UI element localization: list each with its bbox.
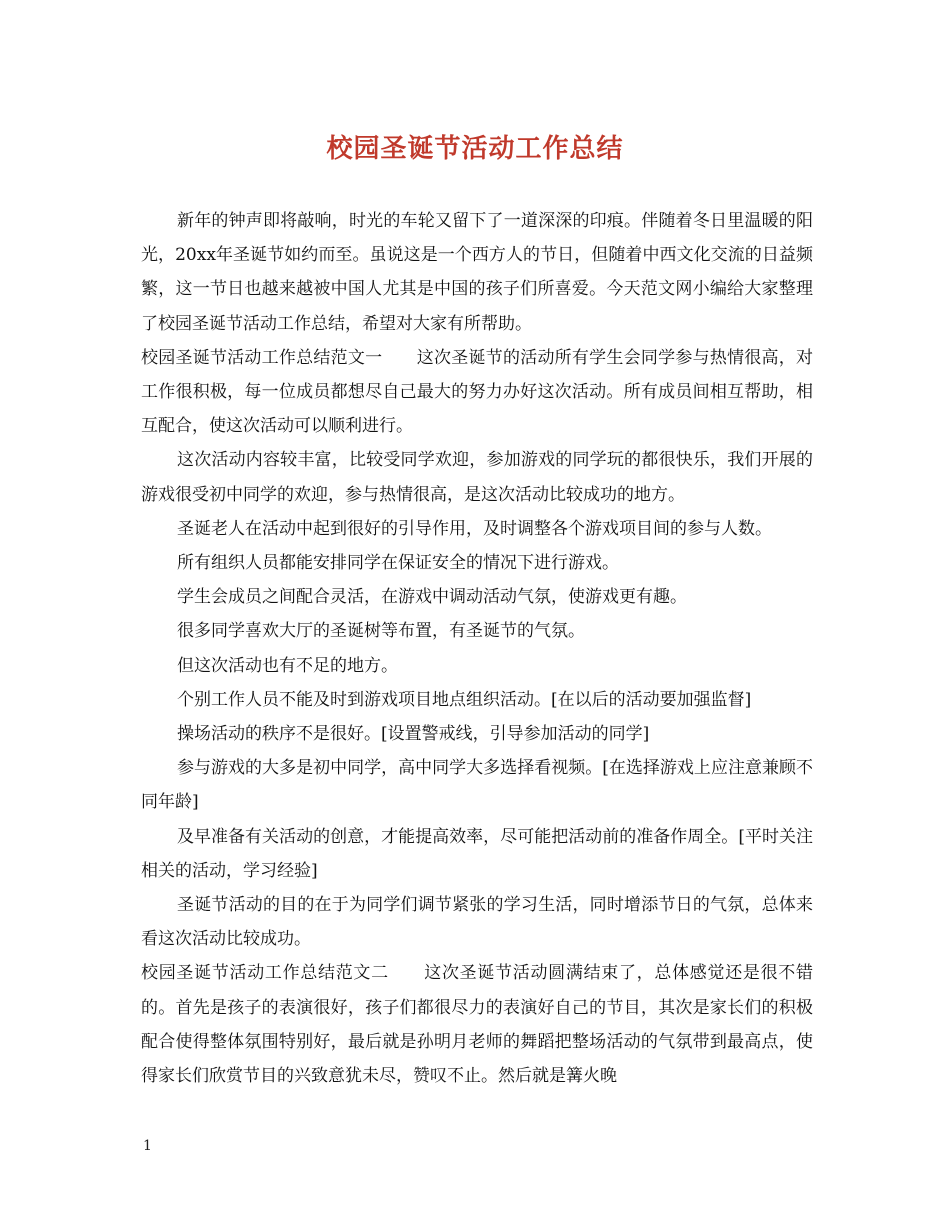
conclusion-paragraph: 圣诞节活动的目的在于为同学们调节紧张的学习生活，同时增添节日的气氛，总体来看这次活动比较成功。 <box>141 895 813 950</box>
document-body <box>141 204 813 1093</box>
staff-issue-paragraph: 个别工作人员不能及时到游戏项目地点组织活动。[在以后的活动要加强监督] <box>177 689 752 710</box>
sample-two-paragraph: 校园圣诞节活动工作总结范文二 这次圣诞节活动圆满结束了，总体感觉还是很不错的。首先是孩子的表演很好，孩子们都很尽力的表演好自己的节目，其次是家长们的积极配合使得整体氛围特别好，最后就是孙明月老师的舞蹈把整场活动的气氛带到最高点，使得家长们欣赏节目的兴致意犹未尽，赞叹不止。然后就是篝火晚 <box>141 963 813 1087</box>
age-issue-paragraph: 参与游戏的大多是初中同学，高中同学大多选择看视频。[在选择游戏上应注意兼顾不同年龄] <box>141 758 813 813</box>
page-number: 1 <box>143 1138 152 1154</box>
safety-paragraph: 所有组织人员都能安排同学在保证安全的情况下进行游戏。 <box>177 553 619 574</box>
shortcomings-paragraph: 但这次活动也有不足的地方。 <box>177 655 398 676</box>
decoration-paragraph: 很多同学喜欢大厅的圣诞树等布置，有圣诞节的气氛。 <box>177 621 585 642</box>
order-issue-paragraph: 操场活动的秩序不是很好。[设置警戒线，引导参加活动的同学] <box>177 724 650 745</box>
cooperation-paragraph: 学生会成员之间配合灵活，在游戏中调动活动气氛，使游戏更有趣。 <box>177 587 687 608</box>
document-title: 校园圣诞节活动工作总结 <box>326 134 624 164</box>
santa-role-paragraph: 圣诞老人在活动中起到很好的引导作用，及时调整各个游戏项目间的参与人数。 <box>177 518 772 539</box>
sample-one-paragraph: 校园圣诞节活动工作总结范文一 这次圣诞节的活动所有学生会同学参与热情很高，对工作很积极，每一位成员都想尽自己最大的努力办好这次活动。所有成员间相互帮助，相互配合，使这次活动可以顺利进行。 <box>141 347 813 437</box>
intro-paragraph: 新年的钟声即将敲响，时光的车轮又留下了一道深深的印痕。伴随着冬日里温暖的阳光，20xx年圣诞节如约而至。虽说这是一个西方人的节日，但随着中西文化交流的日益频繁，这一节日也越来越被中国人尤其是中国的孩子们所喜爱。今天范文网小编给大家整理了校园圣诞节活动工作总结，希望对大家有所帮助。 <box>141 211 813 334</box>
preparation-paragraph: 及早准备有关活动的创意，才能提高效率，尽可能把活动前的准备作周全。[平时关注相关的活动，学习经验] <box>141 826 813 881</box>
activity-content-paragraph: 这次活动内容较丰富，比较受同学欢迎，参加游戏的同学玩的都很快乐，我们开展的游戏很受初中同学的欢迎，参与热情很高，是这次活动比较成功的地方。 <box>141 450 813 505</box>
